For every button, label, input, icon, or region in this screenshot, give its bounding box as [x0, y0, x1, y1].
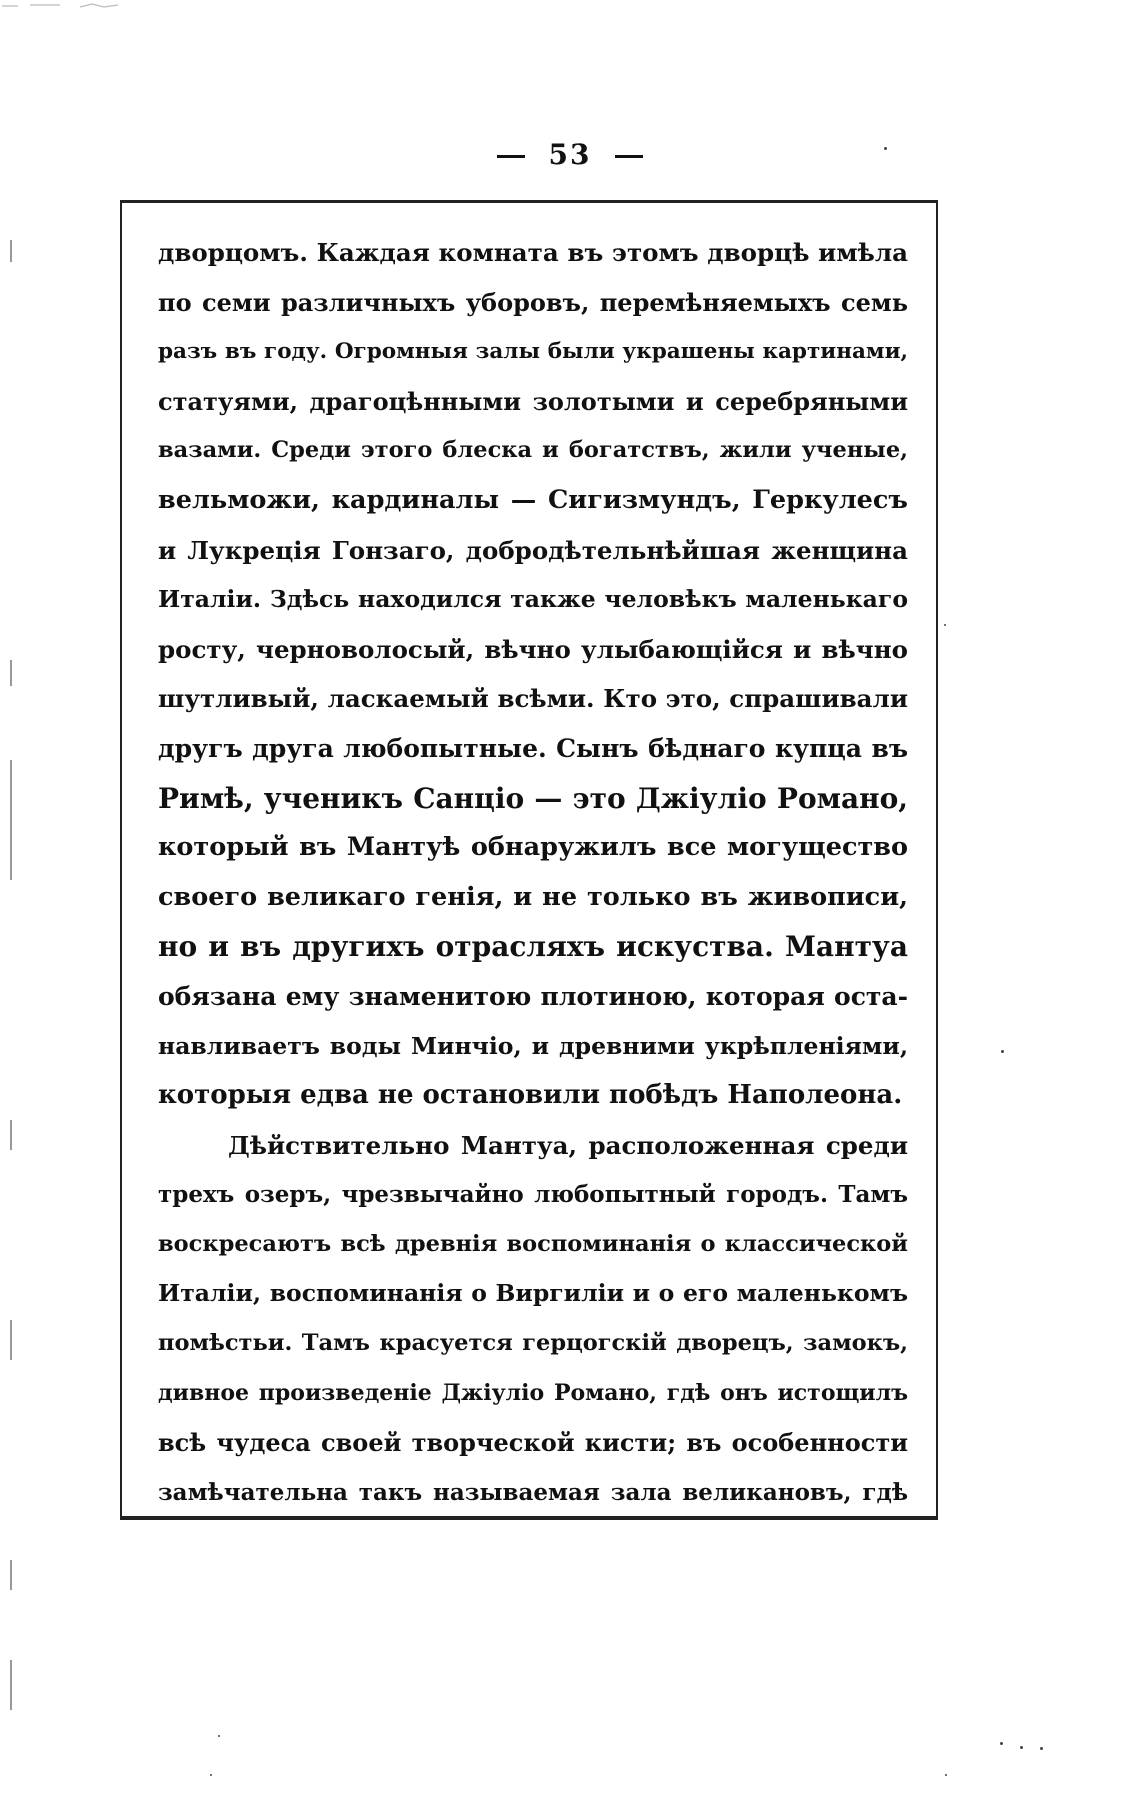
page-number [0, 138, 1140, 171]
scan-edge-mark [10, 760, 12, 880]
scan-edge-mark [10, 1560, 12, 1590]
text-line: помѣстьи. Тамъ красуется герцогскій дворецъ, замокъ, [158, 1330, 908, 1357]
scan-edge-mark [10, 1320, 12, 1360]
text-line: и Лукреція Гонзаго, добродѣтельнѣйшая женщина [158, 535, 908, 565]
text-line: своего великаго генія, и не только въ живописи, [158, 881, 908, 912]
scan-speck [945, 1774, 947, 1776]
text-line-paragraph-end: которыя едва не остановили побѣдъ Наполеона. [158, 1080, 903, 1111]
text-line: Италіи. Здѣсь находился также человѣкъ маленькаго [158, 585, 908, 614]
text-line: но и въ другихъ отрасляхъ искуства. Мантуа [158, 930, 908, 964]
scan-artifact [0, 0, 140, 12]
text-line: шутливый, ласкаемый всѣми. Кто это, спрашивали [158, 684, 908, 714]
text-line: который въ Мантуѣ обнаружилъ все могущество [158, 832, 908, 863]
scan-speck [1020, 1746, 1023, 1749]
text-line: воскресаютъ всѣ древнія воспоминанія о классической [158, 1230, 908, 1257]
text-line: дивное произведеніе Джіуліо Романо, гдѣ онъ истощилъ [158, 1379, 908, 1406]
scan-speck [1000, 1742, 1003, 1745]
scan-speck [944, 624, 946, 626]
left-dash [497, 155, 525, 158]
text-line: другъ друга любопытные. Сынъ бѣднаго купца въ [158, 733, 908, 763]
text-line: замѣчательна такъ называемая зала великановъ, гдѣ [158, 1478, 908, 1506]
scan-speck [1001, 1050, 1004, 1053]
text-line: Италіи, воспоминанія о Виргиліи и о его маленькомъ [158, 1279, 908, 1308]
body-text [158, 228, 908, 1517]
scan-speck [210, 1774, 212, 1776]
text-line: навливаетъ воды Минчіо, и древними укрѣпленіями, [158, 1031, 908, 1060]
text-line: обязана ему знаменитою плотиною, которая оста- [158, 981, 908, 1011]
text-line-paragraph-start: Дѣйствительно Мантуа, расположенная среди [228, 1130, 908, 1160]
text-line: вазами. Среди этого блеска и богатствъ, жили ученые, [158, 437, 908, 464]
text-line: вельможи, кардиналы — Сигизмундъ, Геркулесъ [158, 484, 908, 515]
page-number-value: 53 [548, 138, 592, 171]
scan-speck [1040, 1747, 1043, 1750]
text-line: всѣ чудеса своей творческой кисти; въ особенности [158, 1428, 908, 1458]
right-dash [615, 155, 643, 158]
scan-speck [218, 1735, 220, 1737]
scan-edge-mark [10, 240, 12, 262]
text-line: статуями, драгоцѣнными золотыми и серебряными [158, 386, 908, 416]
text-line: трехъ озеръ, чрезвычайно любопытный городъ. Тамъ [158, 1181, 908, 1209]
text-line: по семи различныхъ уборовъ, перемѣняемыхъ семь [158, 287, 908, 317]
text-line: разъ въ году. Огромныя залы были украшены картинами, [158, 339, 908, 365]
scan-speck [884, 147, 887, 150]
scan-edge-mark [10, 1660, 12, 1710]
scan-edge-mark [10, 1120, 12, 1150]
text-line: росту, черноволосый, вѣчно улыбающійся и вѣчно [158, 634, 908, 664]
scan-edge-mark [10, 660, 12, 686]
text-line: дворцомъ. Каждая комната въ этомъ дворцѣ имѣла [158, 238, 908, 267]
text-line: Римѣ, ученикъ Санціо — это Джіуліо Романо, [158, 781, 908, 815]
